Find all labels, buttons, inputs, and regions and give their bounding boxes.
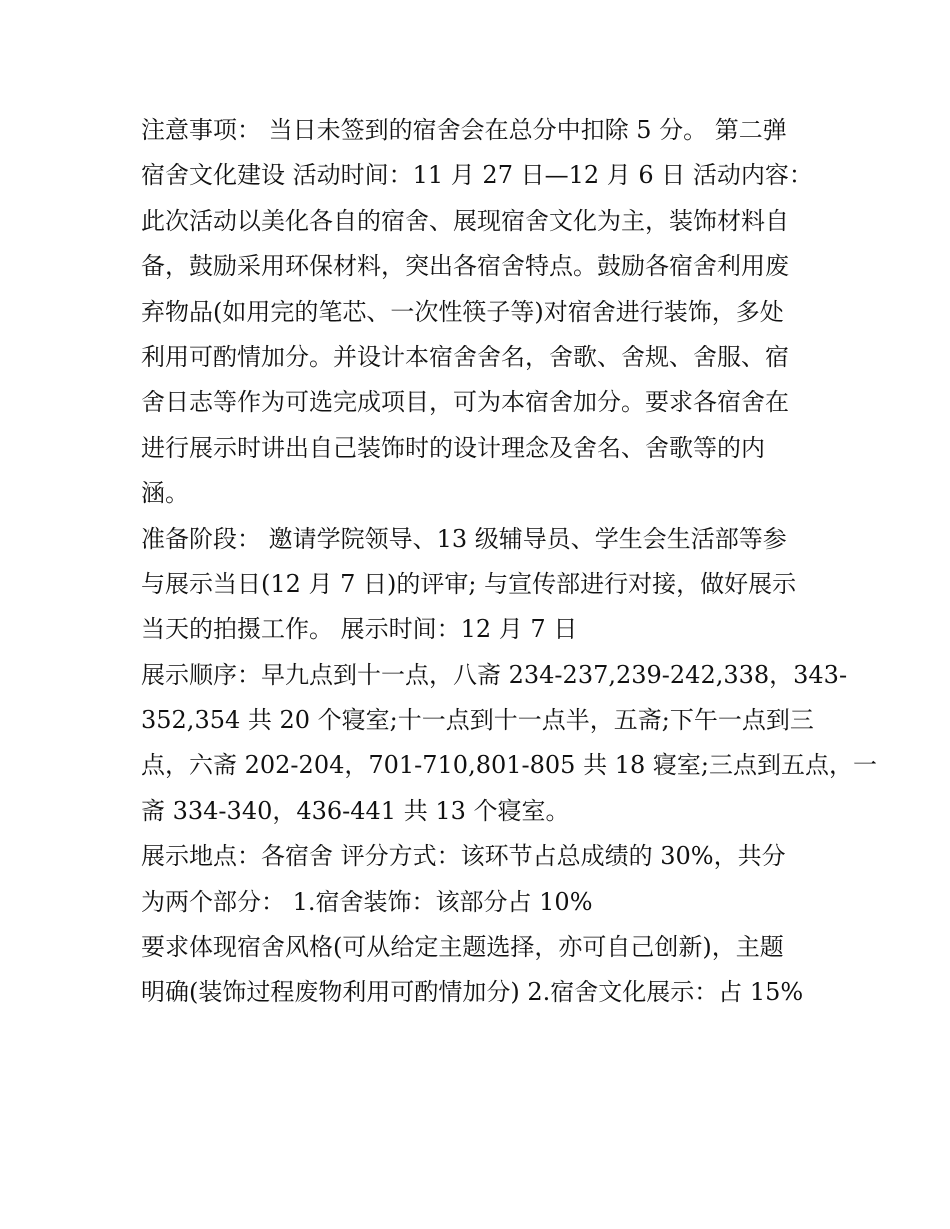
text-line: 点，六斋 202-204，701-710,801-805 共 18 寝室;三点到五点，一 — [141, 751, 877, 780]
text-line: 352,354 共 20 个寝室;十一点到十一点半，五斋;下午一点到三 — [141, 706, 814, 735]
text-line: 当天的拍摄工作。 展示时间：12 月 7 日 — [141, 615, 578, 644]
text-line: 涵。 — [141, 479, 189, 508]
text-line: 此次活动以美化各自的宿舍、展现宿舍文化为主，装饰材料自 — [141, 206, 789, 235]
text-line: 备，鼓励采用环保材料，突出各宿舍特点。鼓励各宿舍利用废 — [141, 252, 789, 281]
text-line: 宿舍文化建设 活动时间：11 月 27 日—12 月 6 日 活动内容： — [141, 161, 813, 190]
text-line: 利用可酌情加分。并设计本宿舍舍名，舍歌、舍规、舍服、宿 — [141, 342, 789, 371]
text-line: 斋 334-340，436-441 共 13 个寝室。 — [141, 796, 570, 825]
text-line: 准备阶段： 邀请学院领导、13 级辅导员、学生会生活部等参 — [141, 524, 787, 553]
text-line: 展示地点：各宿舍 评分方式：该环节占总成绩的 30%，共分 — [141, 842, 786, 871]
text-line: 弃物品(如用完的笔芯、一次性筷子等)对宿舍进行装饰，多处 — [141, 297, 784, 326]
text-line: 展示顺序：早九点到十一点，八斋 234-237,239-242,338，343- — [141, 660, 848, 689]
document-body — [141, 108, 877, 1016]
text-line: 舍日志等作为可选完成项目，可为本宿舍加分。要求各宿舍在 — [141, 388, 789, 417]
text-line: 为两个部分： 1.宿舍装饰：该部分占 10% — [141, 887, 593, 916]
text-line: 要求体现宿舍风格(可从给定主题选择，亦可自己创新)，主题 — [141, 933, 784, 962]
text-line: 与展示当日(12 月 7 日)的评审; 与宣传部进行对接，做好展示 — [141, 569, 797, 598]
text-line: 进行展示时讲出自己装饰时的设计理念及舍名、舍歌等的内 — [141, 433, 765, 462]
text-line: 明确(装饰过程废物利用可酌情加分) 2.宿舍文化展示：占 15% — [141, 978, 804, 1007]
text-line: 注意事项： 当日未签到的宿舍会在总分中扣除 5 分。 第二弹 — [141, 116, 787, 144]
